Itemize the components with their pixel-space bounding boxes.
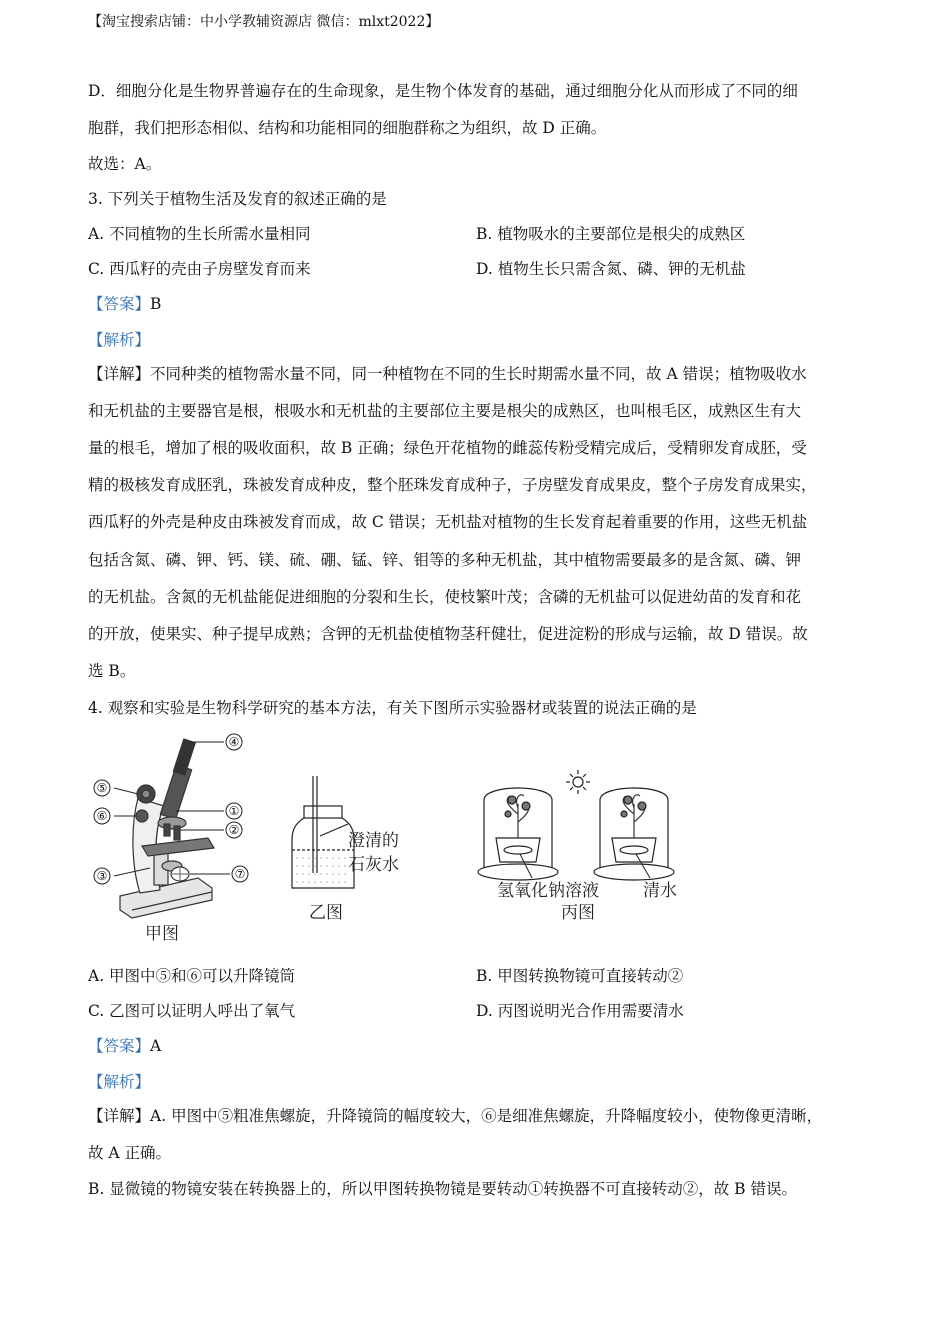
q4-detail-line-2: 故 A 正确。 [88, 1144, 172, 1162]
q3-analysis-tag: 【解析】 [88, 331, 151, 349]
yi-label-line-1: 澄清的 [348, 831, 399, 851]
prev-option-d-line-1: D．细胞分化是生物界普遍存在的生命现象，是生物个体发育的基础，通过细胞分化从而形成了不同的细 [88, 82, 798, 100]
q3-detail-line-3: 量的根毛，增加了根的吸收面积，故 B 正确；绿色开花植物的雌蕊传粉受精完成后，受精卵发育成胚，受 [88, 439, 807, 457]
marker-1: ① [228, 804, 240, 818]
q3-detail-tag: 【详解】 [88, 365, 151, 383]
q4-option-b: B. 甲图转换物镜可直接转动② [476, 967, 684, 985]
prev-conclusion: 故选：A。 [88, 155, 162, 173]
bell-jar-right [594, 788, 674, 880]
q3-answer-row [88, 293, 161, 315]
q3-option-b: B. 植物吸水的主要部位是根尖的成熟区 [476, 225, 746, 243]
sun-icon [566, 770, 590, 794]
jia-caption: 甲图 [145, 924, 179, 944]
q4-figure-svg [80, 728, 700, 958]
marker-4: ④ [228, 735, 240, 749]
q3-detail-text: 不同种类的植物需水量不同，同一种植物在不同的生长时期需水量不同，故 A 错误；植物吸收水 [150, 365, 807, 383]
q4-analysis-tag: 【解析】 [88, 1073, 151, 1091]
marker-5: ⑤ [96, 781, 108, 795]
q4-option-c: C. 乙图可以证明人呼出了氧气 [88, 1002, 296, 1020]
limewater-bottle [292, 776, 354, 888]
q4-stem: 4. 观察和实验是生物科学研究的基本方法，有关下图所示实验器材或装置的说法正确的是 [88, 699, 697, 717]
q4-option-a: A. 甲图中⑤和⑥可以升降镜筒 [88, 967, 296, 985]
q3-detail-line-6: 包括含氮、磷、钾、钙、镁、硫、硼、锰、锌、钼等的多种无机盐，其中植物需要最多的是含氮、磷、钾 [88, 551, 802, 569]
bell-jar-left [478, 788, 558, 880]
q4-detail-text: A. 甲图中⑤粗准焦螺旋，升降镜筒的幅度较大，⑥是细准焦螺旋，升降幅度较小，使物像更清晰， [150, 1107, 823, 1125]
q3-stem: 3. 下列关于植物生活及发育的叙述正确的是 [88, 190, 387, 208]
q3-option-a: A. 不同植物的生长所需水量相同 [88, 225, 311, 243]
bing-right-label: 清水 [643, 881, 677, 901]
marker-7: ⑦ [234, 867, 246, 881]
q4-figure [80, 728, 700, 958]
q4-answer-tag: 【答案】 [88, 1037, 151, 1055]
marker-6: ⑥ [96, 809, 108, 823]
q3-detail-line-7: 的无机盐。含氮的无机盐能促进细胞的分裂和生长，使枝繁叶茂；含磷的无机盐可以促进幼苗的发育和花 [88, 588, 802, 606]
q3-option-c: C. 西瓜籽的壳由子房壁发育而来 [88, 260, 311, 278]
q3-detail-line-4: 精的极核发育成胚乳，珠被发育成种皮，整个胚珠发育成种子，子房壁发育成果皮，整个子房发育成果实， [88, 476, 817, 494]
yi-caption: 乙图 [309, 903, 343, 923]
q3-detail-line-1 [88, 363, 807, 385]
q4-detail-tag: 【详解】 [88, 1107, 151, 1125]
q3-detail-line-2: 和无机盐的主要器官是根，根吸水和无机盐的主要部位主要是根尖的成熟区，也叫根毛区，成熟区生有大 [88, 402, 802, 420]
q3-option-d: D. 植物生长只需含氮、磷、钾的无机盐 [476, 260, 746, 278]
q3-answer: B [150, 295, 162, 313]
bing-left-label: 氢氧化钠溶液 [497, 881, 599, 901]
yi-label-line-2: 石灰水 [348, 855, 399, 875]
q3-detail-line-9: 选 B。 [88, 662, 136, 680]
q4-answer: A [150, 1037, 162, 1055]
q3-detail-line-5: 西瓜籽的外壳是种皮由珠被发育而成，故 C 错误；无机盐对植物的生长发育起着重要的作用，这些无机盐 [88, 513, 808, 531]
q4-option-d: D. 丙图说明光合作用需要清水 [476, 1002, 684, 1020]
q3-answer-tag: 【答案】 [88, 295, 151, 313]
prev-option-d-line-2: 胞群，我们把形态相似、结构和功能相同的细胞群称之为组织，故 D 正确。 [88, 119, 607, 137]
microscope-illustration [120, 739, 214, 918]
bing-leader-lines [520, 854, 650, 878]
marker-3: ③ [96, 869, 108, 883]
bing-caption: 丙图 [561, 903, 595, 923]
marker-2: ② [228, 823, 240, 837]
page-header: 【淘宝搜索店铺：中小学教辅资源店 微信：mlxt2022】 [88, 14, 440, 30]
q3-detail-line-8: 的开放，使果实、种子提早成熟；含钾的无机盐使植物茎秆健壮，促进淀粉的形成与运输，故 D 错误。故 [88, 625, 808, 643]
q4-detail-line-3: B. 显微镜的物镜安装在转换器上的，所以甲图转换物镜是要转动①转换器不可直接转动②，故 B 错误。 [88, 1180, 797, 1198]
q4-answer-row [88, 1035, 161, 1057]
q4-detail-line-1 [88, 1105, 822, 1127]
